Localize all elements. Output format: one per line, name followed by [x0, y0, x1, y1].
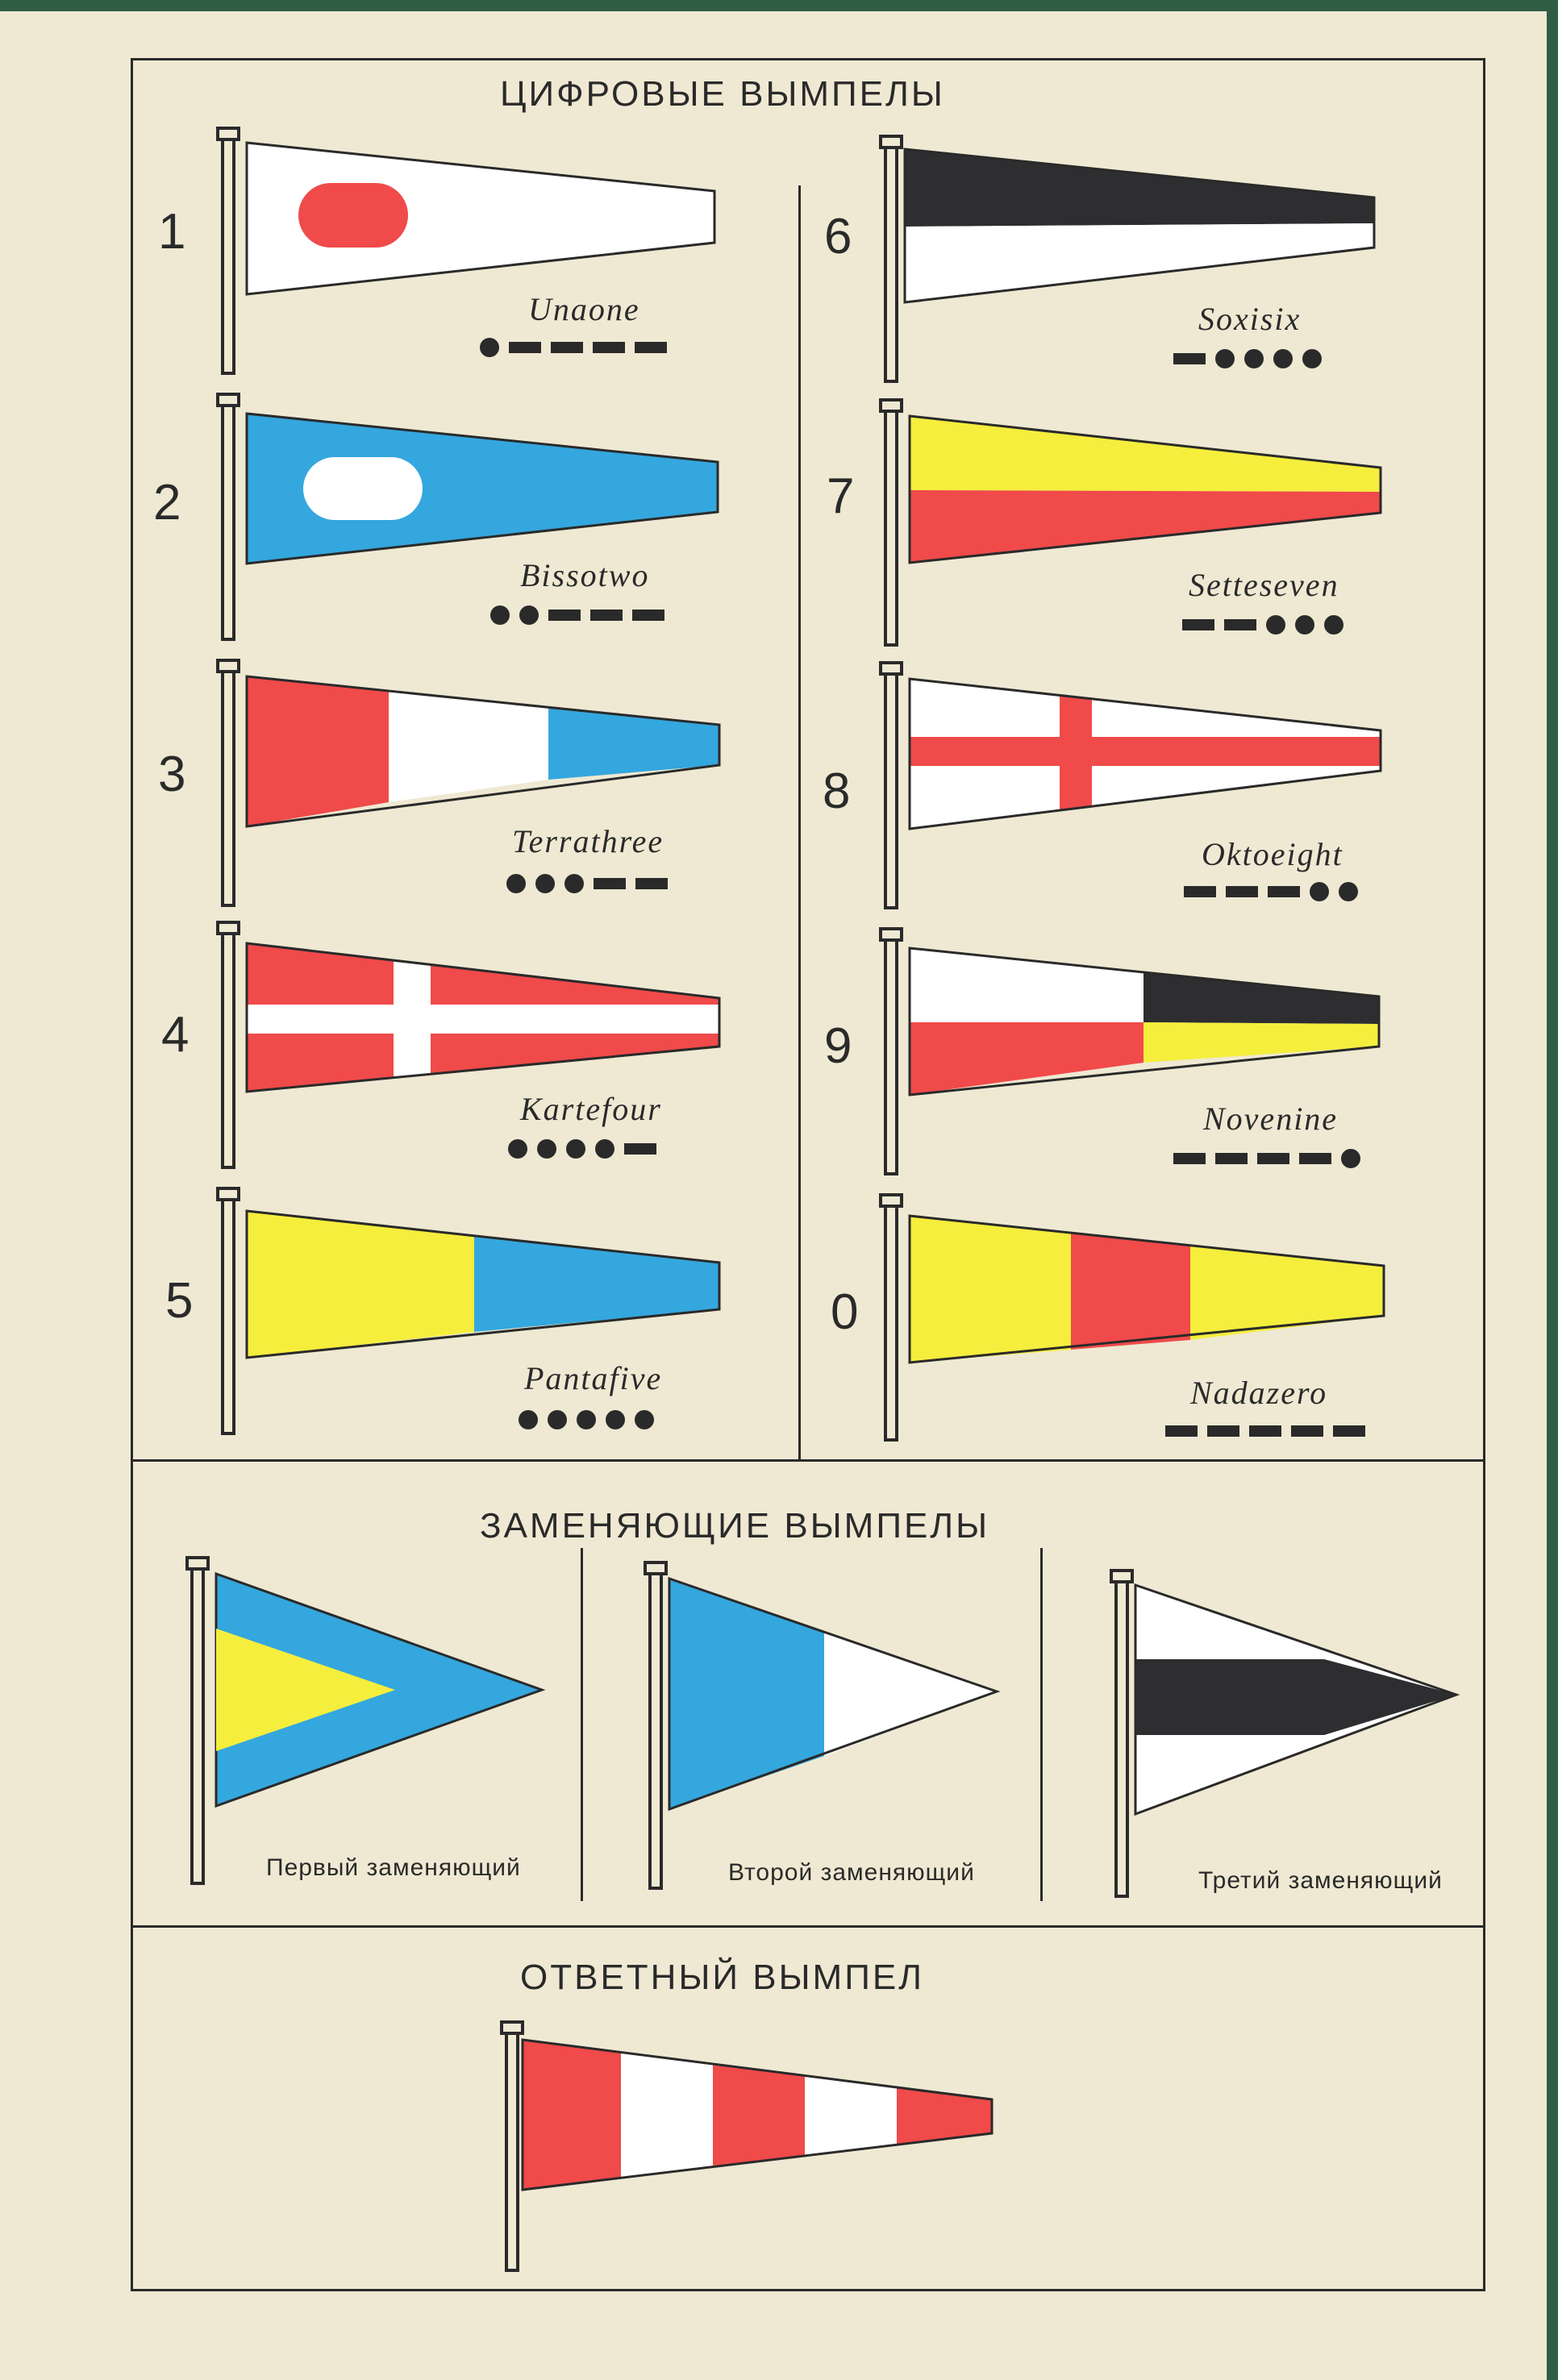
- morse-code: [1165, 1421, 1365, 1442]
- digit-label: 3: [158, 747, 186, 802]
- top-cover-band: [0, 0, 1558, 11]
- substitute-caption: Третий заменяющий: [1198, 1867, 1443, 1894]
- pennant-3-terrathree: [218, 657, 734, 907]
- column-divider: [798, 185, 801, 1459]
- numeral-section-title: ЦИФРОВЫЕ ВЫМПЕЛЫ: [500, 74, 945, 114]
- substitute-pennant-2: [645, 1559, 1016, 1890]
- substitute-caption: Первый заменяющий: [266, 1854, 521, 1881]
- answer-pennant: [502, 2019, 1002, 2277]
- substitute-section-title: ЗАМЕНЯЮЩИЕ ВЫМПЕЛЫ: [480, 1506, 990, 1546]
- morse-code: [1182, 614, 1343, 635]
- substitute-divider-2: [1040, 1548, 1043, 1901]
- section-divider-1: [131, 1459, 1485, 1462]
- pennant-name: Oktoeight: [1202, 836, 1343, 872]
- digit-label: 7: [827, 468, 855, 524]
- pennant-2-bissotwo: [218, 391, 734, 641]
- pennant-name: Nadazero: [1190, 1375, 1328, 1411]
- pennant-name: Pantafive: [524, 1360, 663, 1396]
- answer-section-title: ОТВЕТНЫЙ ВЫМПЕЛ: [520, 1958, 925, 1997]
- pennant-7-setteseven: [881, 397, 1397, 647]
- pennant-name: Novenine: [1203, 1101, 1339, 1137]
- pennant-6-soxisix: [881, 133, 1397, 383]
- substitute-divider-1: [581, 1548, 583, 1901]
- digit-label: 6: [824, 209, 852, 264]
- pennant-name: Unaone: [528, 291, 640, 327]
- substitute-caption: Второй заменяющий: [728, 1859, 975, 1886]
- morse-code: [506, 873, 668, 894]
- digit-label: 8: [823, 764, 851, 819]
- morse-code: [1173, 348, 1322, 369]
- pennant-name: Setteseven: [1189, 567, 1339, 603]
- pennant-name: Kartefour: [520, 1091, 662, 1127]
- pennant-5-pantafive: [218, 1185, 734, 1435]
- pennant-4-kartefour: [218, 919, 734, 1169]
- digit-label: 9: [824, 1018, 852, 1074]
- pennant-name: Terrathree: [512, 823, 664, 859]
- morse-code: [490, 605, 664, 626]
- morse-code: [519, 1409, 654, 1430]
- digit-label: 5: [165, 1273, 194, 1329]
- pennant-name: Bissotwo: [520, 557, 650, 593]
- morse-code: [1173, 1148, 1360, 1169]
- morse-code: [480, 337, 667, 358]
- pennant-9-novenine: [881, 926, 1397, 1175]
- digit-label: 0: [831, 1284, 859, 1340]
- morse-code: [1184, 881, 1358, 902]
- right-cover-band: [1547, 0, 1558, 2380]
- substitute-pennant-1: [187, 1554, 558, 1885]
- pennant-name: Soxisix: [1198, 301, 1302, 337]
- digit-label: 2: [153, 475, 181, 531]
- digit-label: 1: [158, 204, 186, 260]
- section-divider-2: [131, 1925, 1485, 1928]
- substitute-pennant-3: [1111, 1567, 1482, 1898]
- morse-code: [508, 1138, 656, 1159]
- digit-label: 4: [161, 1007, 190, 1063]
